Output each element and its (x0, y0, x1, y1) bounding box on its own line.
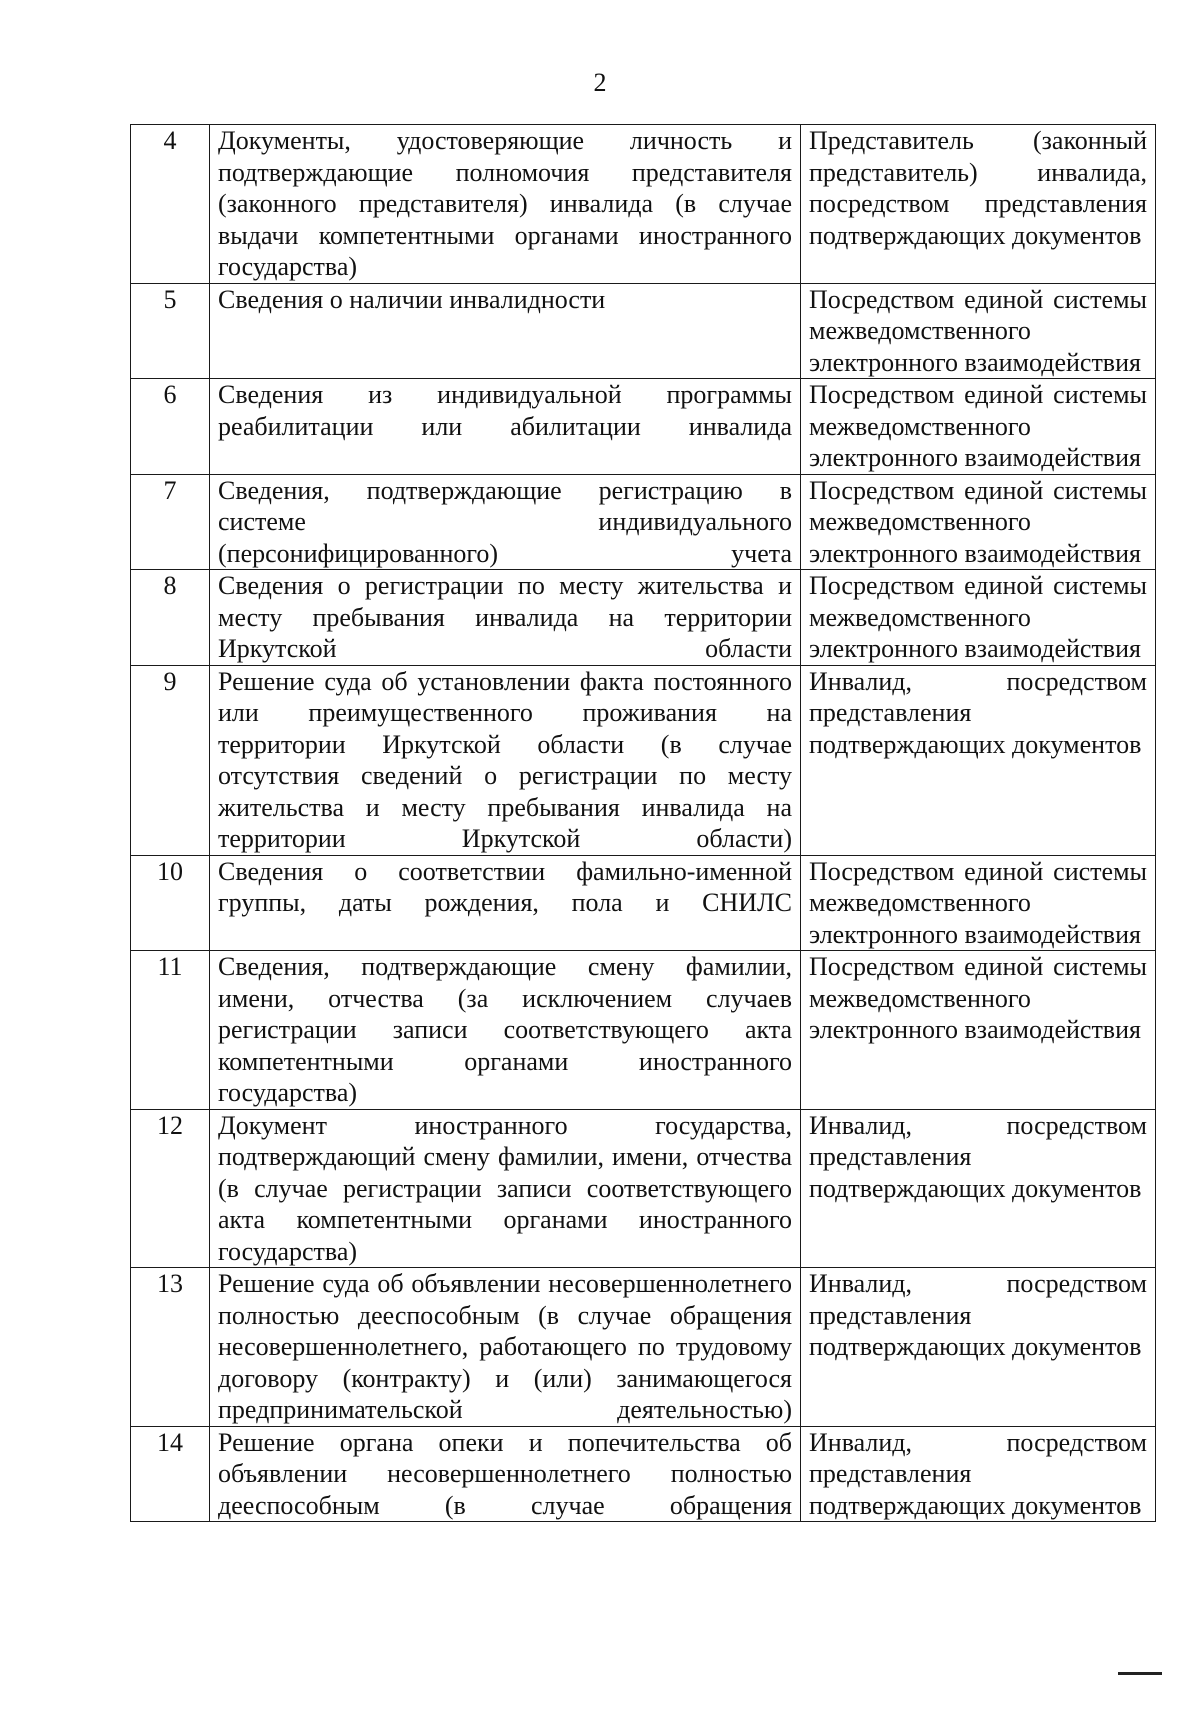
document-description: Документ иностранного государства, подтверждающий смену фамилии, имени, отчества (в случае регистрации записи соответствующего акта компетентными органами иностранного государства) (210, 1109, 801, 1268)
document-description: Сведения, подтверждающие регистрацию в системе индивидуального (персонифицированного) учета (210, 474, 801, 570)
row-number: 8 (131, 570, 210, 666)
submission-method: Посредством единой системы межведомственного электронного взаимодействия (801, 570, 1156, 666)
submission-method: Инвалид, посредством представления подтверждающих документов (801, 1109, 1156, 1268)
page-number: 2 (593, 68, 607, 97)
document-description: Решение суда об объявлении несовершеннолетнего полностью дееспособным (в случае обращения несовершеннолетнего, работающего по трудовому договору (контракту) и (или) занимающегося предпринимательской деятельностью) (210, 1268, 801, 1427)
submission-method: Посредством единой системы межведомственного электронного взаимодействия (801, 474, 1156, 570)
row-number: 10 (131, 855, 210, 951)
document-description: Сведения из индивидуальной программы реабилитации или абилитации инвалида (210, 379, 801, 475)
submission-method: Инвалид, посредством представления подтверждающих документов (801, 665, 1156, 855)
row-number: 9 (131, 665, 210, 855)
row-number: 12 (131, 1109, 210, 1268)
requirements-table (130, 124, 1156, 1522)
table-row (131, 951, 1156, 1110)
table-row (131, 283, 1156, 379)
submission-method: Посредством единой системы межведомственного электронного взаимодействия (801, 379, 1156, 475)
document-description: Документы, удостоверяющие личность и подтверждающие полномочия представителя (законного представителя) инвалида (в случае выдачи компетентными органами иностранного государства) (210, 125, 801, 284)
submission-method: Посредством единой системы межведомственного электронного взаимодействия (801, 951, 1156, 1110)
row-number: 11 (131, 951, 210, 1110)
row-number: 14 (131, 1426, 210, 1522)
document-description: Решение суда об установлении факта постоянного или преимущественного проживания на территории Иркутской области (в случае отсутствия сведений о регистрации по месту жительства и месту пребывания инвалида на территории Иркутской области) (210, 665, 801, 855)
table-row (131, 1268, 1156, 1427)
document-description: Решение органа опеки и попечительства об объявлении несовершеннолетнего полностью дееспособным (в случае обращения (210, 1426, 801, 1522)
page-edge-mark (1118, 1672, 1162, 1675)
submission-method: Посредством единой системы межведомственного электронного взаимодействия (801, 855, 1156, 951)
submission-method: Посредством единой системы межведомственного электронного взаимодействия (801, 283, 1156, 379)
table-row (131, 1426, 1156, 1522)
document-description: Сведения о наличии инвалидности (210, 283, 801, 379)
table-row (131, 1109, 1156, 1268)
row-number: 6 (131, 379, 210, 475)
row-number: 7 (131, 474, 210, 570)
table-row (131, 665, 1156, 855)
submission-method: Инвалид, посредством представления подтверждающих документов (801, 1426, 1156, 1522)
table-row (131, 125, 1156, 284)
submission-method: Представитель (законный представитель) инвалида, посредством представления подтверждающих документов (801, 125, 1156, 284)
table-row (131, 570, 1156, 666)
submission-method: Инвалид, посредством представления подтверждающих документов (801, 1268, 1156, 1427)
row-number: 13 (131, 1268, 210, 1427)
document-description: Сведения о регистрации по месту жительства и месту пребывания инвалида на территории Иркутской области (210, 570, 801, 666)
table-row (131, 379, 1156, 475)
table-row (131, 474, 1156, 570)
row-number: 5 (131, 283, 210, 379)
table-row (131, 855, 1156, 951)
document-description: Сведения, подтверждающие смену фамилии, имени, отчества (за исключением случаев регистрации записи соответствующего акта компетентными органами иностранного государства) (210, 951, 801, 1110)
row-number: 4 (131, 125, 210, 284)
document-description: Сведения о соответствии фамильно-именной группы, даты рождения, пола и СНИЛС (210, 855, 801, 951)
